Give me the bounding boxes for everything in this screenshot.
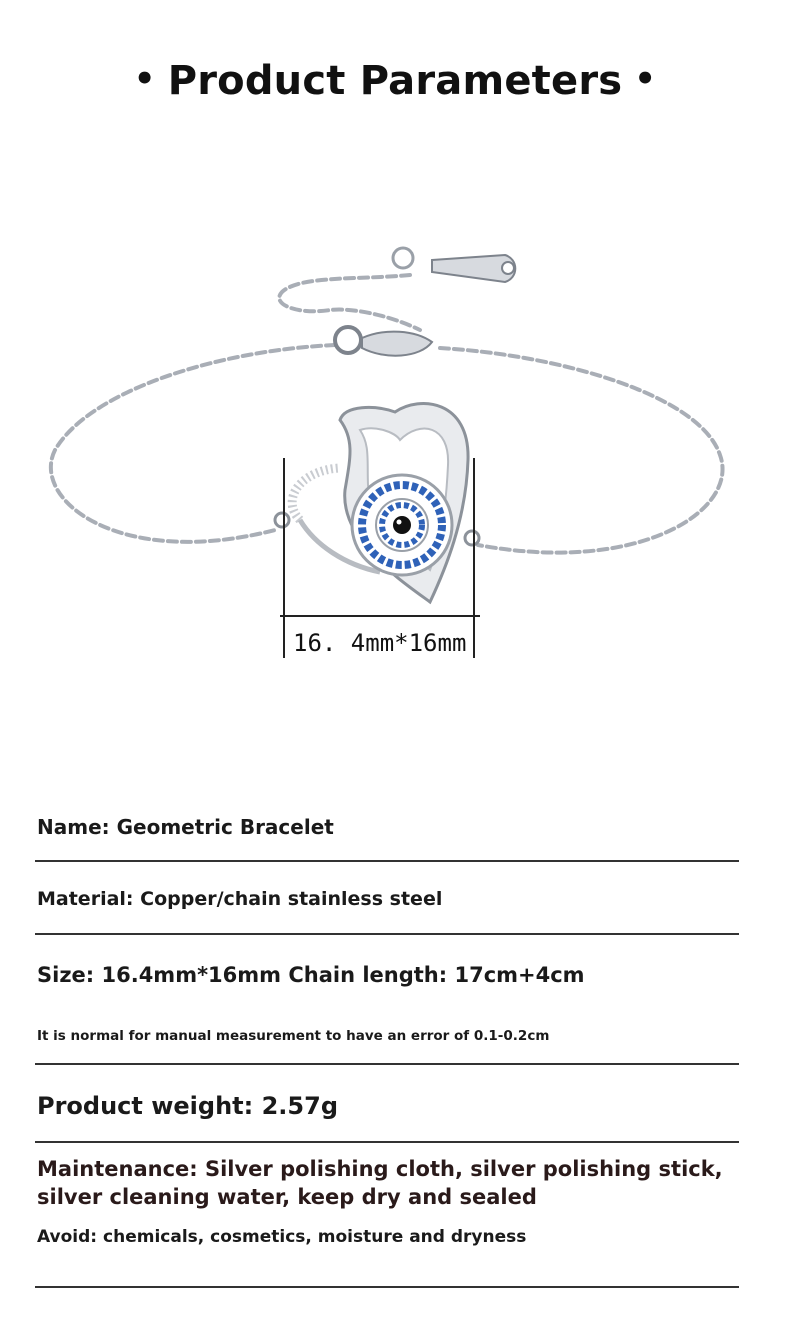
title-bullet-left: •: [133, 59, 156, 99]
divider-1: [35, 860, 739, 862]
divider-4: [35, 1141, 739, 1143]
lobster-clasp: [335, 327, 432, 356]
param-weight: Product weight: 2.57g: [37, 1092, 338, 1120]
bracelet-heart-evil-eye-image: [0, 220, 790, 690]
evil-eye-stone: [352, 475, 452, 575]
page-title: [0, 58, 790, 104]
title-bullet-right: •: [634, 59, 657, 99]
param-size: Size: 16.4mm*16mm Chain length: 17cm+4cm: [37, 963, 585, 987]
param-avoid: Avoid: chemicals, cosmetics, moisture and dryness: [37, 1227, 527, 1247]
divider-3: [35, 1063, 739, 1065]
divider-2: [35, 933, 739, 935]
title-text: Product Parameters: [167, 58, 623, 104]
param-material: Material: Copper/chain stainless steel: [37, 888, 443, 910]
param-name: Name: Geometric Bracelet: [37, 815, 334, 839]
dimension-label: 16. 4mm*16mm: [293, 629, 467, 657]
extension-tag: [393, 248, 515, 282]
divider-5: [35, 1286, 739, 1288]
param-maintenance: Maintenance: Silver polishing cloth, silver polishing stick, silver cleaning water, keep dry and sealed: [37, 1157, 723, 1209]
param-size-note: It is normal for manual measurement to have an error of 0.1-0.2cm: [37, 1028, 550, 1044]
